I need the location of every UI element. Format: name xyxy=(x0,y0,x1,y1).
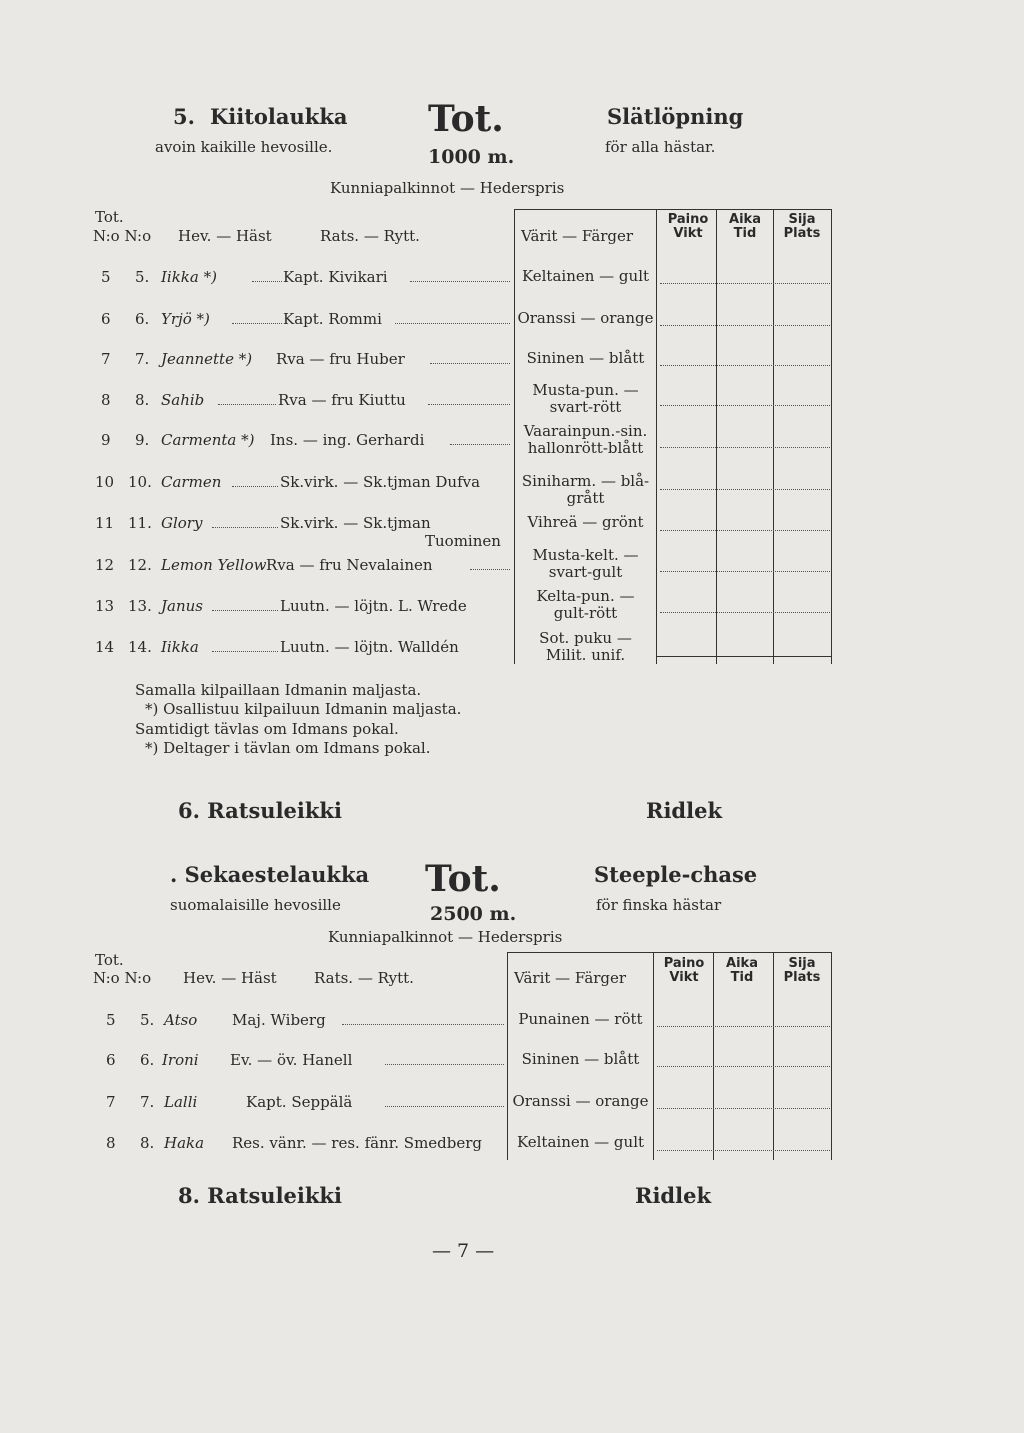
race7-head-time: Aika Tid xyxy=(726,956,758,985)
table-row-no: 6. xyxy=(140,1051,155,1069)
table-row-no: 8. xyxy=(135,391,150,409)
leader-dots xyxy=(470,569,510,570)
table-row-rider: Ins. — ing. Gerhardi xyxy=(270,431,425,449)
row-rule xyxy=(660,405,830,406)
leader-dots xyxy=(342,1024,504,1025)
note-line-3: Samtidigt tävlas om Idmans pokal. xyxy=(135,720,399,738)
race7-col-divider-time xyxy=(713,952,714,1160)
leader-dots xyxy=(385,1064,504,1065)
table-row-no: 7. xyxy=(135,350,150,368)
table-row-colour: Sot. puku — Milit. unif. xyxy=(539,629,632,664)
table-row-rider: Rva — fru Huber xyxy=(276,350,405,368)
table-row-tot: 7 xyxy=(106,1093,116,1111)
race7-col-divider-weight xyxy=(653,952,654,1160)
race5-head-colours: Värit — Färger xyxy=(521,227,634,245)
race6-title-fi: 6. Ratsuleikki xyxy=(178,798,342,823)
row-rule xyxy=(660,489,830,490)
row-rule xyxy=(657,1066,830,1067)
race5-col-divider-end xyxy=(831,209,832,664)
table-row-tot: 14 xyxy=(95,638,115,656)
race5-head-weight: Paino Vikt xyxy=(667,212,709,241)
table-row-colour: Siniharm. — blå- grått xyxy=(521,472,650,507)
race7-head-weight: Paino Vikt xyxy=(663,956,705,985)
table-row-no: 13. xyxy=(128,597,152,615)
leader-dots xyxy=(450,444,510,445)
table-row-colour: Musta-pun. — svart-rött xyxy=(532,381,639,416)
race5-title-fi: Kiitolaukka xyxy=(210,104,348,129)
race7-distance: 2500 m. xyxy=(430,903,517,925)
race7-subtitle-sv: för finska hästar xyxy=(596,896,722,914)
table-row-horse: Lemon Yellow xyxy=(161,556,267,574)
table-row-tot: 6 xyxy=(101,310,111,328)
race7-table-top xyxy=(507,952,832,953)
row-rule xyxy=(657,1150,830,1151)
table-row-tot: 8 xyxy=(106,1134,116,1152)
table-row-rider: Res. vänr. — res. fänr. Smedberg xyxy=(232,1134,483,1152)
race5-col-divider-weight xyxy=(656,209,657,664)
table-row-no: 14. xyxy=(128,638,152,656)
table-row-rider: Kapt. Rommi xyxy=(283,310,382,328)
table-row-horse: Carmen xyxy=(161,473,222,491)
race5-head-place: Sija Plats xyxy=(783,212,821,241)
table-row-tot: 6 xyxy=(106,1051,116,1069)
race7-head-nro: N:o N:o xyxy=(93,969,152,987)
row-rule xyxy=(657,1026,830,1027)
leader-dots xyxy=(232,323,282,324)
race7-head-place: Sija Plats xyxy=(783,956,821,985)
table-row-no: 12. xyxy=(128,556,152,574)
race7-subtitle-fi: suomalaisille hevosille xyxy=(170,896,341,914)
table-row-colour: Keltainen — gult xyxy=(521,267,650,285)
race5-col-divider-place xyxy=(773,209,774,664)
note-line-2: *) Osallistuu kilpailuun Idmanin maljasta. xyxy=(145,700,462,718)
leader-dots xyxy=(218,404,276,405)
race5-head-nro: N:o N:o xyxy=(93,227,152,245)
table-row-colour: Punainen — rött xyxy=(518,1010,643,1028)
table-row-rider-cont: Tuominen xyxy=(425,532,501,550)
table-row-no: 5. xyxy=(140,1011,155,1029)
race5-subtitle-sv: för alla hästar. xyxy=(605,138,716,156)
table-row-horse: Ironi xyxy=(162,1051,199,1069)
race7-title-sv: Steeple-chase xyxy=(594,862,758,887)
leader-dots xyxy=(428,404,510,405)
row-rule xyxy=(660,612,830,613)
table-row-tot: 8 xyxy=(101,391,111,409)
leader-dots xyxy=(212,651,278,652)
leader-dots xyxy=(430,363,510,364)
table-row-colour: Vihreä — grönt xyxy=(527,513,644,531)
table-row-rider: Kapt. Seppälä xyxy=(246,1093,353,1111)
leader-dots xyxy=(212,610,278,611)
race5-head-time: Aika Tid xyxy=(729,212,761,241)
race7-head-colours: Värit — Färger xyxy=(514,969,627,987)
table-row-tot: 13 xyxy=(95,597,115,615)
race7-head-horse: Hev. — Häst xyxy=(183,969,277,987)
row-rule xyxy=(660,571,830,572)
race5-head-horse: Hev. — Häst xyxy=(178,227,272,245)
table-row-rider: Kapt. Kivikari xyxy=(283,268,388,286)
table-row-tot: 5 xyxy=(106,1011,116,1029)
table-row-horse: Carmenta *) xyxy=(161,431,255,449)
row-rule xyxy=(660,283,830,284)
table-row-colour: Keltainen — gult xyxy=(516,1133,645,1151)
table-row-no: 7. xyxy=(140,1093,155,1111)
table-row-horse: Iikka *) xyxy=(161,268,217,286)
table-row-tot: 10 xyxy=(95,473,115,491)
row-rule xyxy=(660,447,830,448)
race5-head-tot: Tot. xyxy=(95,208,124,226)
table-row-horse: Iikka xyxy=(161,638,199,656)
race7-col-divider-end xyxy=(831,952,832,1160)
row-rule xyxy=(660,530,830,531)
race5-title-sv: Slätlöpning xyxy=(607,104,744,129)
race5-table-top xyxy=(514,209,832,210)
leader-dots xyxy=(395,323,510,324)
race5-tot: Tot. xyxy=(428,98,504,140)
leader-dots xyxy=(410,281,510,282)
table-row-no: 9. xyxy=(135,431,150,449)
table-row-horse: Jeannette *) xyxy=(161,350,253,368)
note-line-4: *) Deltager i tävlan om Idmans pokal. xyxy=(145,739,431,757)
table-row-horse: Haka xyxy=(164,1134,205,1152)
row-rule xyxy=(657,1108,830,1109)
table-row-colour: Oranssi — orange xyxy=(512,1092,649,1110)
table-row-tot: 11 xyxy=(95,514,115,532)
leader-dots xyxy=(252,281,282,282)
race7-head-rider: Rats. — Rytt. xyxy=(314,969,414,987)
race5-distance: 1000 m. xyxy=(428,146,515,168)
table-row-colour: Oranssi — orange xyxy=(517,309,654,327)
table-row-no: 10. xyxy=(128,473,152,491)
table-row-no: 5. xyxy=(135,268,150,286)
table-row-rider: Sk.virk. — Sk.tjman Dufva xyxy=(280,473,481,491)
table-row-horse: Lalli xyxy=(164,1093,198,1111)
table-row-tot: 12 xyxy=(95,556,115,574)
race6-title-sv: Ridlek xyxy=(646,798,723,823)
table-row-colour: Sininen — blått xyxy=(526,349,645,367)
table-row-rider: Rva — fru Kiuttu xyxy=(278,391,406,409)
race7-col-divider-place xyxy=(773,952,774,1160)
race7-prize: Kunniapalkinnot — Hederspris xyxy=(328,928,563,946)
race8-title-fi: 8. Ratsuleikki xyxy=(178,1183,342,1208)
race5-prize: Kunniapalkinnot — Hederspris xyxy=(330,179,565,197)
table-row-rider: Luutn. — löjtn. Walldén xyxy=(280,638,459,656)
table-row-colour: Kelta-pun. — gult-rött xyxy=(536,587,635,622)
table-row-horse: Glory xyxy=(161,514,203,532)
table-row-tot: 5 xyxy=(101,268,111,286)
table-row-no: 11. xyxy=(128,514,152,532)
leader-dots xyxy=(232,486,278,487)
table-row-horse: Sahib xyxy=(161,391,205,409)
race5-subtitle-fi: avoin kaikille hevosille. xyxy=(155,138,333,156)
race5-col-divider-time xyxy=(716,209,717,664)
race8-title-sv: Ridlek xyxy=(635,1183,712,1208)
table-row-tot: 9 xyxy=(101,431,111,449)
race5-number: 5. xyxy=(173,104,195,129)
table-row-colour: Sininen — blått xyxy=(521,1050,640,1068)
race7-title-fi: . Sekaestelaukka xyxy=(170,862,370,887)
race7-head-tot: Tot. xyxy=(95,951,124,969)
table-row-rider: Sk.virk. — Sk.tjman xyxy=(280,514,431,532)
leader-dots xyxy=(212,527,278,528)
race5-table-bottom xyxy=(656,656,832,657)
table-row-rider: Maj. Wiberg xyxy=(232,1011,326,1029)
table-row-rider: Ev. — öv. Hanell xyxy=(230,1051,353,1069)
leader-dots xyxy=(385,1106,504,1107)
row-rule xyxy=(660,365,830,366)
table-row-horse: Atso xyxy=(164,1011,198,1029)
table-row-no: 8. xyxy=(140,1134,155,1152)
race7-tot: Tot. xyxy=(425,858,501,900)
table-row-horse: Yrjö *) xyxy=(161,310,210,328)
table-row-rider: Rva — fru Nevalainen xyxy=(266,556,433,574)
note-line-1: Samalla kilpaillaan Idmanin maljasta. xyxy=(135,681,422,699)
row-rule xyxy=(660,325,830,326)
page-number: — 7 — xyxy=(432,1240,495,1262)
table-row-colour: Vaarainpun.-sin. hallonrött-blått xyxy=(523,422,648,457)
table-row-horse: Janus xyxy=(161,597,203,615)
table-row-no: 6. xyxy=(135,310,150,328)
table-row-tot: 7 xyxy=(101,350,111,368)
race5-head-rider: Rats. — Rytt. xyxy=(320,227,420,245)
table-row-colour: Musta-kelt. — svart-gult xyxy=(532,546,639,581)
table-row-rider: Luutn. — löjtn. L. Wrede xyxy=(280,597,467,615)
